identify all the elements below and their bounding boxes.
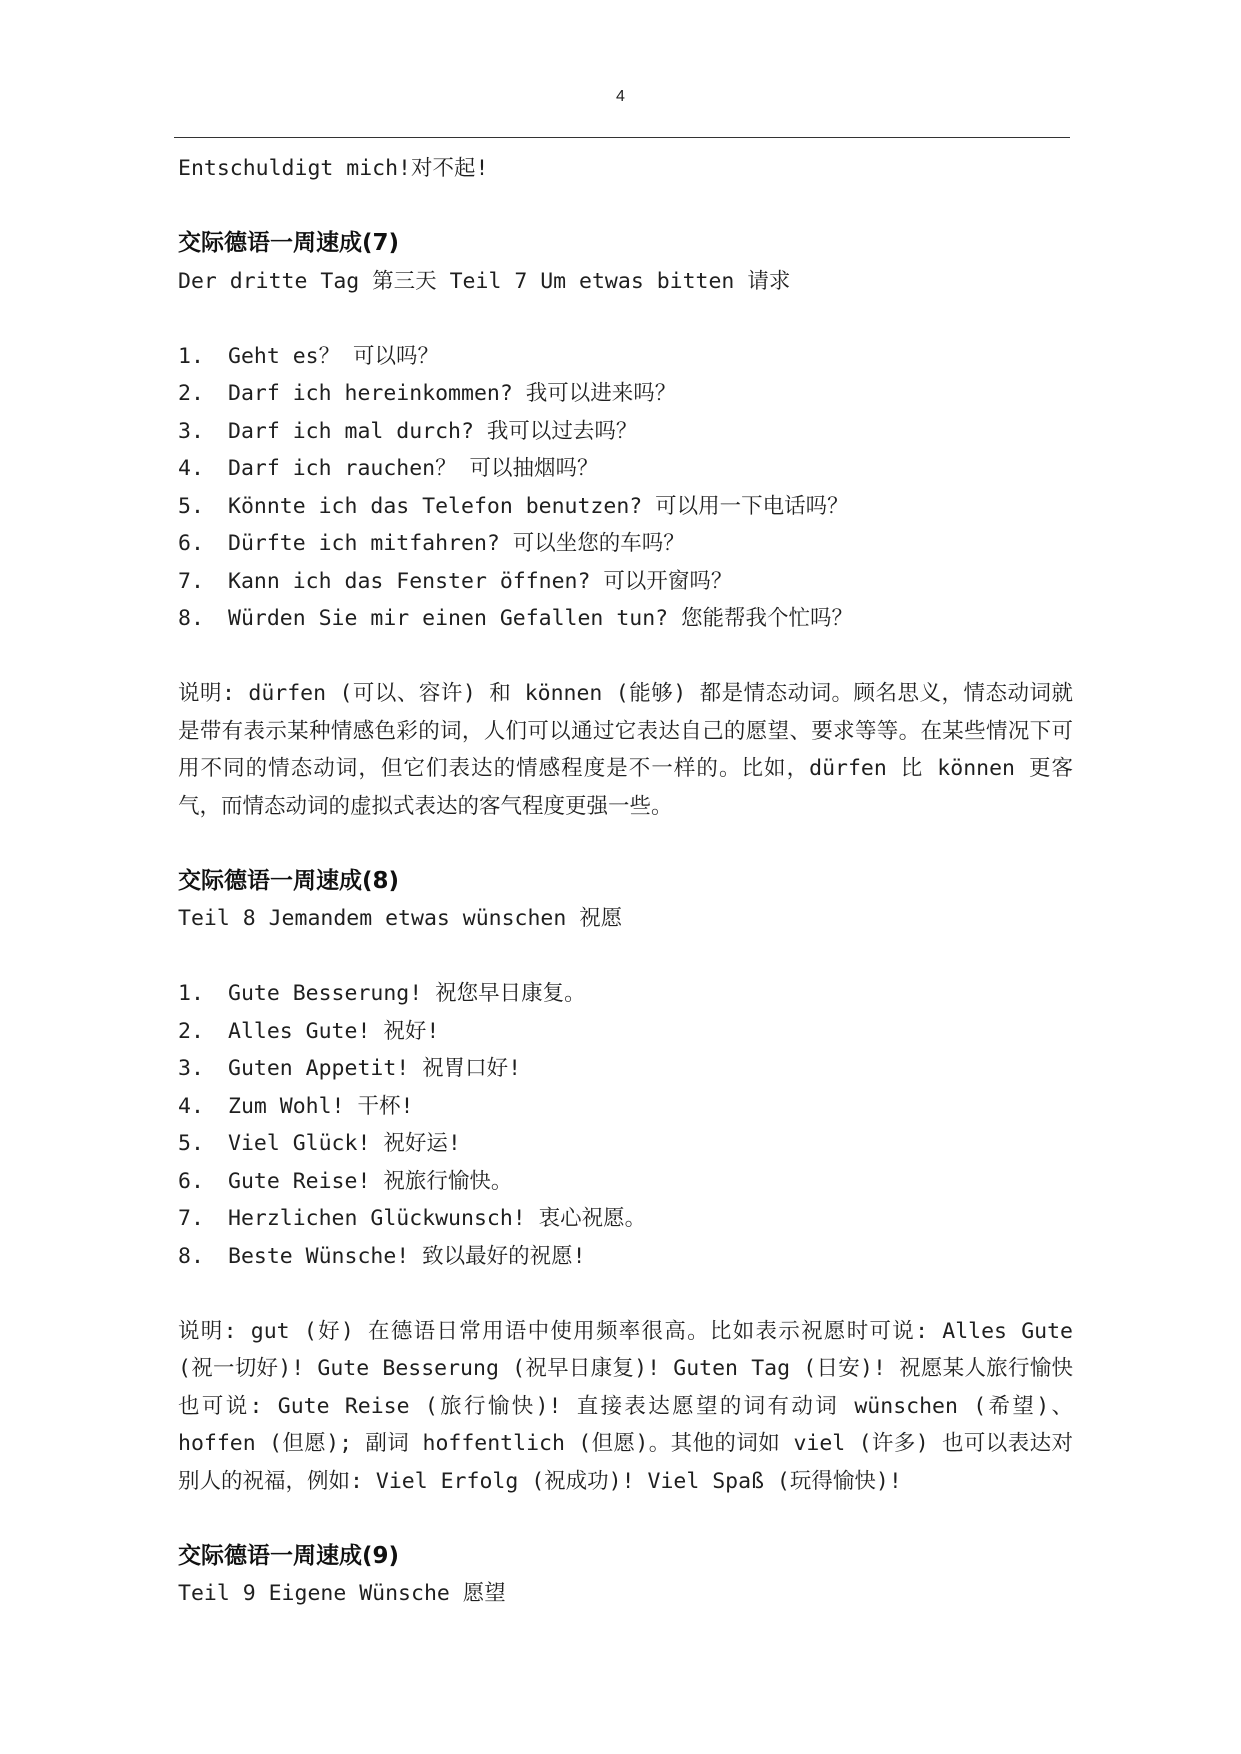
list-number: 4.	[178, 1093, 204, 1119]
list-text: Darf ich mal durch? 我可以过去吗？	[228, 418, 638, 444]
list-text: Geht es？ 可以吗？	[228, 343, 440, 369]
section-heading: 交际德语一周速成(8)	[178, 867, 400, 894]
list-item	[178, 338, 1073, 376]
list-item	[178, 975, 1073, 1013]
list-item	[178, 1125, 1073, 1163]
list-item	[178, 1088, 1073, 1126]
list-item	[178, 375, 1073, 413]
spacer	[178, 300, 1073, 338]
section-subtitle: Der dritte Tag 第三天 Teil 7 Um etwas bitten 请求	[178, 268, 791, 294]
page-number: 4	[616, 88, 625, 105]
list-item	[178, 450, 1073, 488]
section-heading: 交际德语一周速成(7)	[178, 230, 400, 256]
spacer	[178, 938, 1073, 976]
list-item	[178, 563, 1073, 601]
list-item	[178, 525, 1073, 563]
list-number: 1.	[178, 343, 204, 369]
list-number: 7.	[178, 568, 204, 594]
list-text: Gute Reise! 祝旅行愉快。	[228, 1168, 513, 1194]
list-text: Darf ich rauchen？ 可以抽烟吗？	[228, 456, 599, 481]
list-number: 7.	[178, 1206, 204, 1231]
list-text: Beste Wünsche! 致以最好的祝愿!	[228, 1243, 586, 1269]
list-text: Alles Gute! 祝好!	[228, 1018, 440, 1044]
section-subtitle: Teil 9 Eigene Wünsche 愿望	[178, 1581, 506, 1606]
list-text: Darf ich hereinkommen? 我可以进来吗？	[228, 381, 677, 406]
list-number: 2.	[178, 1018, 204, 1044]
list-number: 4.	[178, 456, 204, 481]
spacer	[178, 638, 1073, 676]
list-number: 8.	[178, 1243, 204, 1269]
list-text: Kann ich das Fenster öffnen? 可以开窗吗？	[228, 568, 733, 594]
intro-line: Entschuldigt mich!对不起!	[178, 156, 489, 181]
list-number: 3.	[178, 1056, 204, 1081]
list-text: Könnte ich das Telefon benutzen? 可以用一下电话吗？	[228, 493, 849, 519]
list-text: Dürfte ich mitfahren? 可以坐您的车吗？	[228, 531, 685, 556]
explanation-paragraph: 说明: dürfen (可以、容许) 和 können (能够) 都是情态动词。顾名思义，情态动词就是带有表示某种情感色彩的词，人们可以通过它表达自己的愿望、要求等等。在某些情况下可用不同的情态动词，但它们表达的情感程度是不一样的。比如，dürfen 比 können 更客气，而情态动词的虚拟式表达的客气程度更强一些。	[178, 681, 1073, 819]
list-item	[178, 1200, 1073, 1238]
list-item	[178, 1050, 1073, 1088]
list-text: Guten Appetit! 祝胃口好!	[228, 1056, 522, 1081]
document-body	[178, 150, 1073, 1613]
list-number: 5.	[178, 493, 204, 519]
list-number: 5.	[178, 1131, 204, 1156]
spacer	[178, 1275, 1073, 1313]
list-item	[178, 1013, 1073, 1051]
list-item	[178, 600, 1073, 638]
list-text: Gute Besserung! 祝您早日康复。	[228, 981, 586, 1006]
spacer	[178, 1500, 1073, 1538]
list-item	[178, 1238, 1073, 1276]
list-number: 6.	[178, 1168, 204, 1194]
section-subtitle: Teil 8 Jemandem etwas wünschen 祝愿	[178, 906, 623, 931]
header-divider	[174, 137, 1070, 138]
list-number: 6.	[178, 531, 204, 556]
list-number: 3.	[178, 418, 204, 444]
explanation-paragraph: 说明: gut (好) 在德语日常用语中使用频率很高。比如表示祝愿时可说: Alles Gute (祝一切好)! Gute Besserung (祝早日康复)! Guten Tag (日安)! 祝愿某人旅行愉快也可说: Gute Reise (旅行愉快)! 直接表达愿望的词有动词 wünschen (希望)、hoffen (但愿); 副词 hoffentlich (但愿)。其他的词如 viel (许多) 也可以表达对别人的祝福，例如: Viel Erfolg (祝成功)! Viel Spaß (玩得愉快)!	[178, 1318, 1073, 1494]
list-item	[178, 413, 1073, 451]
section-heading: 交际德语一周速成(9)	[178, 1542, 400, 1569]
list-number: 1.	[178, 981, 204, 1006]
list-text: Würden Sie mir einen Gefallen tun? 您能帮我个忙吗？	[228, 606, 854, 631]
list-text: Zum Wohl! 干杯!	[228, 1093, 414, 1119]
spacer	[178, 825, 1073, 863]
list-item	[178, 488, 1073, 526]
list-text: Herzlichen Glückwunsch! 衷心祝愿。	[228, 1206, 647, 1231]
list-number: 8.	[178, 606, 204, 631]
list-number: 2.	[178, 381, 204, 406]
spacer	[178, 188, 1073, 226]
list-item	[178, 1163, 1073, 1201]
list-text: Viel Glück! 祝好运!	[228, 1131, 461, 1156]
